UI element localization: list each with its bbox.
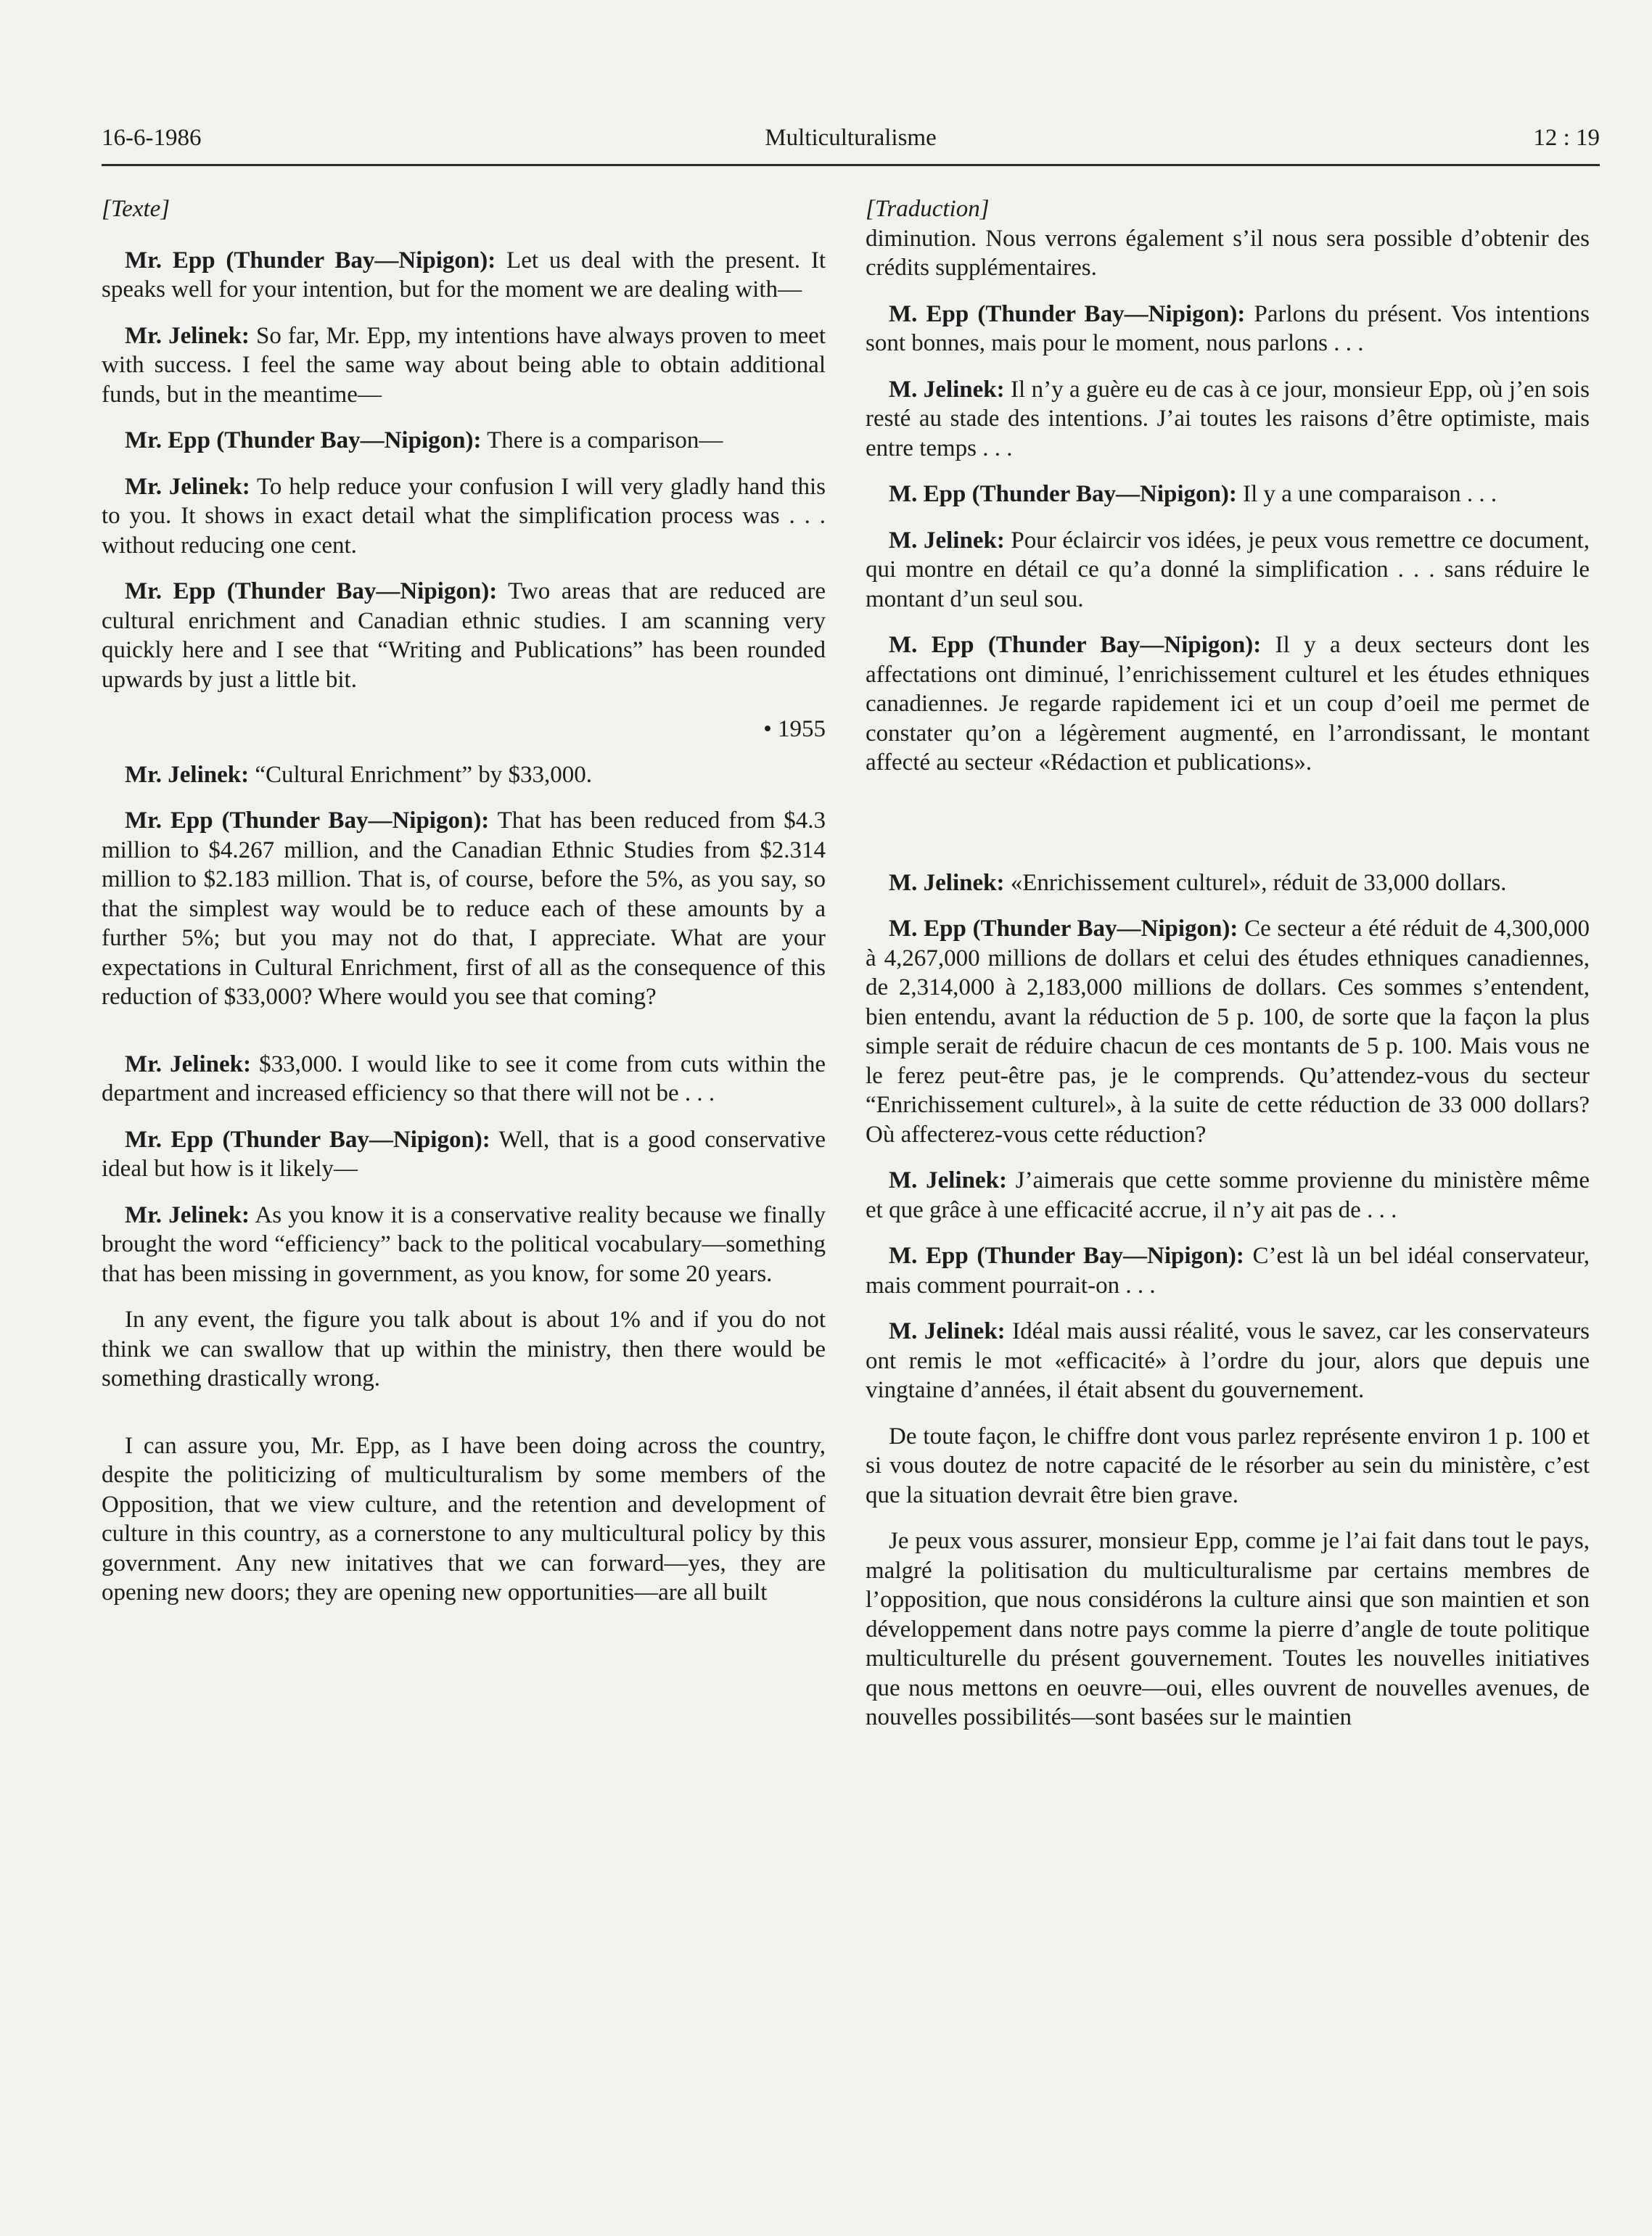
speech-text: diminution. Nous verrons également s’il nous sera possible d’obtenir des crédits supplémentaires.: [866, 225, 1590, 281]
transcript-paragraph: [866, 914, 1590, 1149]
speech-text: Il n’y a guère eu de cas à ce jour, monsieur Epp, où j’en sois resté au stade des intentions. J’ai toutes les raisons d’être optimiste, mais entre temps . . .: [866, 376, 1590, 461]
speaker-name: M. Jelinek:: [889, 869, 1005, 896]
speech-text: Parlons du présent. Vos intentions sont bonnes, mais pour le moment, nous parlons . . .: [866, 300, 1590, 356]
speaker-name: Mr. Jelinek:: [125, 1051, 252, 1077]
speaker-name: M. Epp (Thunder Bay—Nipigon):: [889, 481, 1237, 507]
speech-text: De toute façon, le chiffre dont vous parlez représente environ 1 p. 100 et si vous doutez de notre capacité de le résorber au sein du ministère, c’est que la situation devrait être bien grave.: [866, 1423, 1590, 1508]
speaker-name: M. Jelinek:: [889, 1167, 1007, 1193]
speaker-name: M. Jelinek:: [889, 376, 1005, 403]
transcript-paragraph: [866, 224, 1590, 283]
translation-tag: [Traduction]: [866, 196, 990, 222]
speaker-name: M. Epp (Thunder Bay—Nipigon):: [889, 300, 1246, 327]
transcript-paragraph: [102, 806, 826, 1012]
french-column: [866, 194, 1590, 1733]
transcript-paragraph: [866, 1317, 1590, 1405]
speech-text: That has been reduced from $4.3 million to $4.267 million, and the Canadian Ethnic Studies from $2.314 million to $2.183 million. That is, of course, before the 5%, as you say, so that the simplest way would be to reduce each of these amounts by a further 5%; but you may not do that, I appreciate. What are your expectations in Cultural Enrichment, first of all as the consequence of this reduction of $33,000? Where would you see that coming?: [102, 807, 826, 1010]
header-page-number: 12 : 19: [1533, 125, 1600, 151]
speech-text: Pour éclaircir vos idées, je peux vous remettre ce document, qui montre en détail ce qu’a donné la simplification . . . sans réduire le montant d’un seul sou.: [866, 527, 1590, 612]
speaker-name: M. Epp (Thunder Bay—Nipigon):: [889, 1243, 1244, 1269]
speech-text: Il y a deux secteurs dont les affectations ont diminué, l’enrichissement culturel et les études ethniques canadiennes. Je regarde rapidement ici et un coup d’oeil me permet de constater qu’on a légèrement augmenté, en l’arrondissant, le montant affecté au secteur «Rédaction et publications».: [866, 632, 1590, 776]
speaker-name: Mr. Epp (Thunder Bay—Nipigon):: [125, 578, 498, 604]
page-header: [102, 125, 1600, 161]
transcript-paragraph: [866, 300, 1590, 358]
transcript-paragraph: [102, 321, 826, 410]
speech-text: Two areas that are reduced are cultural enrichment and Canadian ethnic studies. I am scanning very quickly here and I see that “Writing and Publications” has been rounded upwards by just a little bit.: [102, 578, 826, 693]
speaker-name: Mr. Epp (Thunder Bay—Nipigon):: [125, 807, 490, 834]
speaker-name: M. Jelinek:: [889, 527, 1005, 554]
speech-text: «Enrichissement culturel», réduit de 33,000 dollars.: [1004, 869, 1507, 896]
transcript-paragraph: [102, 1305, 826, 1394]
header-date: 16-6-1986: [102, 125, 202, 151]
header-rule: [102, 164, 1600, 166]
speech-text: To help reduce your confusion I will very gladly hand this to you. It shows in exact detail what the simplification process was . . . without reducing one cent.: [102, 473, 826, 559]
speaker-name: Mr. Epp (Thunder Bay—Nipigon):: [125, 1126, 490, 1153]
transcript-paragraph: [866, 480, 1590, 509]
speaker-name: Mr. Jelinek:: [125, 322, 250, 349]
speech-text: Idéal mais aussi réalité, vous le savez, car les conservateurs ont remis le mot «efficacité» à l’ordre du jour, alors que depuis une vingtaine d’années, il était absent du gouvernement.: [866, 1318, 1590, 1403]
english-column: [102, 194, 826, 1608]
speaker-name: M. Epp (Thunder Bay—Nipigon):: [889, 632, 1262, 658]
speech-text: Je peux vous assurer, monsieur Epp, comme je l’ai fait dans tout le pays, malgré la politisation du multiculturalisme par certains membres de l’opposition, que nous considérons la culture ainsi que son maintien et son développement dans notre pays comme la pierre d’angle de toute politique multiculturelle du présent gouvernement. Toutes les nouvelles initiatives que nous mettons en oeuvre—oui, elles ouvrent de nouvelles avenues, de nouvelles possibilités—sont basées sur le maintien: [866, 1528, 1590, 1730]
speaker-name: Mr. Jelinek:: [125, 761, 250, 788]
transcript-paragraph: [866, 1526, 1590, 1733]
speech-text: $33,000. I would like to see it come from cuts within the department and increased efficiency so that there will not be . . .: [102, 1051, 826, 1106]
header-title: Multiculturalisme: [765, 125, 937, 151]
transcript-paragraph: [102, 1201, 826, 1289]
transcript-paragraph: [866, 526, 1590, 615]
transcript-paragraph: [866, 1166, 1590, 1225]
speech-text: Ce secteur a été réduit de 4,300,000 à 4,267,000 millions de dollars et celui des études ethniques canadiennes, de 2,314,000 à 2,183,000 millions de dollars. Ces sommes s’entendent, bien entendu, avant la réduction de 5 p. 100, de sorte que la façon la plus simple serait de réduire chacun de ces montants de 5 p. 100. Mais vous ne le ferez peut-être pas, je le comprends. Qu’attendez-vous du secteur “Enrichissement culturel», à la suite de cette réduction de 33 000 dollars? Où affecterez-vous cette réduction?: [866, 916, 1590, 1148]
transcript-paragraph: [866, 375, 1590, 464]
transcript-paragraph: [866, 630, 1590, 778]
speech-text: Well, that is a good conservative ideal but how is it likely—: [102, 1126, 826, 1182]
speaker-name: M. Epp (Thunder Bay—Nipigon):: [889, 916, 1238, 942]
transcript-paragraph: [866, 868, 1590, 898]
transcript-paragraph: [102, 1125, 826, 1184]
speech-text: Let us deal with the present. It speaks well for your intention, but for the moment we are dealing with—: [102, 247, 826, 303]
speech-text: There is a comparison—: [481, 427, 723, 453]
speaker-name: M. Jelinek:: [889, 1318, 1006, 1344]
transcript-paragraph: [102, 246, 826, 305]
text-tag: [Texte]: [102, 196, 170, 222]
speech-text: In any event, the figure you talk about is about 1% and if you do not think we can swallow that up within the ministry, then there would be something drastically wrong.: [102, 1307, 826, 1392]
transcript-paragraph: [866, 1241, 1590, 1300]
speaker-name: Mr. Jelinek:: [125, 473, 250, 500]
speech-text: J’aimerais que cette somme provienne du ministère même et que grâce à une efficacité accrue, il n’y ait pas de . . .: [866, 1167, 1590, 1223]
transcript-paragraph: [102, 472, 826, 561]
transcript-paragraph: [102, 1050, 826, 1109]
transcript-paragraph: [102, 760, 826, 790]
time-marker: • 1955: [763, 716, 826, 742]
speech-text: Il y a une comparaison . . .: [1236, 481, 1497, 507]
speaker-name: Mr. Epp (Thunder Bay—Nipigon):: [125, 427, 482, 453]
speaker-name: Mr. Epp (Thunder Bay—Nipigon):: [125, 247, 496, 274]
transcript-paragraph: [102, 426, 826, 456]
speaker-name: Mr. Jelinek:: [125, 1201, 250, 1228]
speech-text: “Cultural Enrichment” by $33,000.: [249, 761, 592, 788]
transcript-paragraph: [102, 577, 826, 694]
speech-text: C’est là un bel idéal conservateur, mais comment pourrait-on . . .: [866, 1243, 1590, 1299]
speech-text: So far, Mr. Epp, my intentions have always proven to meet with success. I feel the same way about being able to obtain additional funds, but in the meantime—: [102, 322, 826, 408]
transcript-paragraph: [102, 1431, 826, 1608]
transcript-paragraph: [866, 1422, 1590, 1510]
speech-text: As you know it is a conservative reality because we finally brought the word “efficiency” back to the political vocabulary—something that has been missing in government, as you know, for some 20 years.: [102, 1201, 826, 1287]
speech-text: I can assure you, Mr. Epp, as I have been doing across the country, despite the politicizing of multiculturalism by some members of the Opposition, that we view culture, and the retention and development of culture in this country, as a cornerstone to any multicultural policy by this government. Any new initatives that we can forward—yes, they are opening new doors; they are opening new opportunities—are all built: [102, 1432, 826, 1606]
